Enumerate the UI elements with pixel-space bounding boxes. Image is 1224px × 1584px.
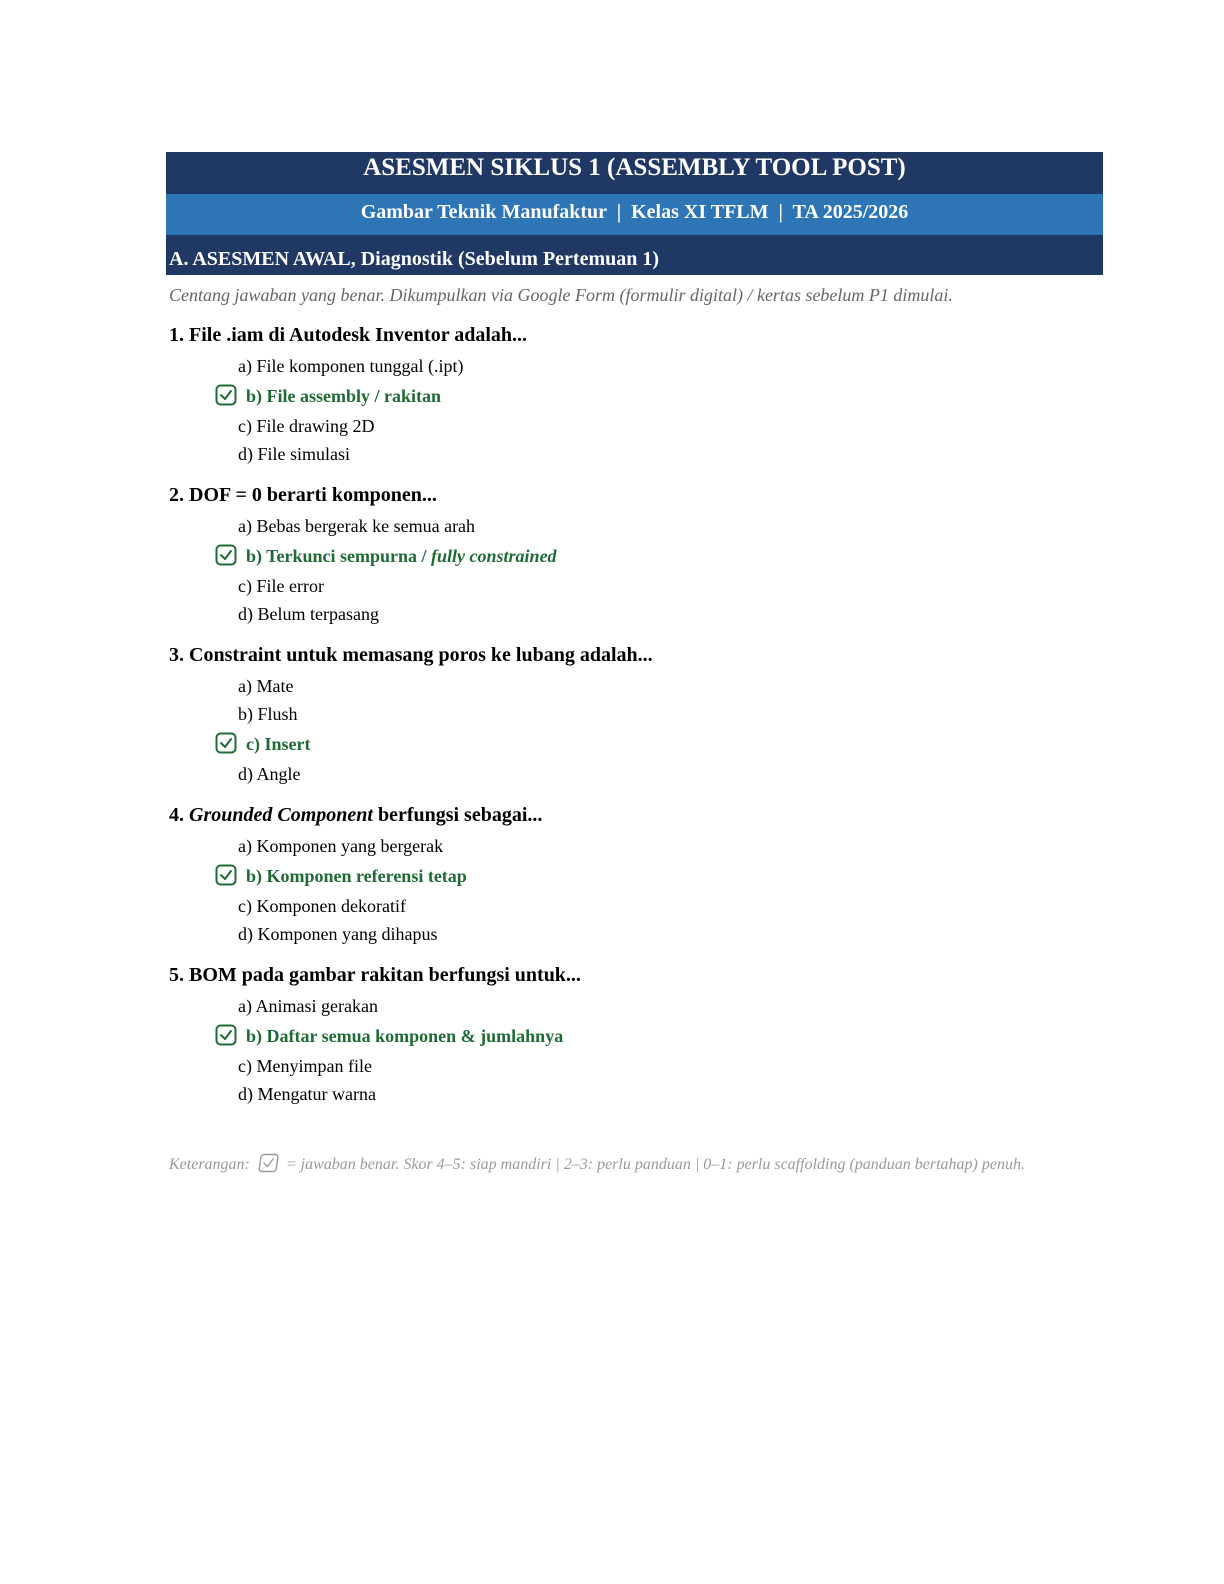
checkbox-checked-icon: [258, 1153, 280, 1173]
option-b-correct[interactable]: [166, 1020, 1103, 1052]
checkbox-checked-icon: [215, 384, 237, 406]
checkbox-checked-icon: [215, 1024, 237, 1046]
document-subtitle: Gambar Teknik Manufaktur | Kelas XI TFLM | TA 2025/2026: [166, 194, 1103, 235]
checkbox-checked-icon: [215, 864, 237, 886]
checkbox-checked-icon: [215, 732, 237, 754]
option-c[interactable]: c) File error: [238, 576, 324, 596]
question-text: 2. DOF = 0 berarti komponen...: [169, 484, 437, 506]
question-text: 1. File .iam di Autodesk Inventor adalah...: [169, 324, 528, 346]
option-c[interactable]: c) File drawing 2D: [238, 416, 375, 436]
option-a[interactable]: a) File komponen tunggal (.ipt): [238, 356, 464, 376]
question-term: Grounded Component: [189, 804, 373, 826]
option-a[interactable]: a) Komponen yang bergerak: [238, 836, 444, 856]
question-5: [166, 962, 1103, 1108]
option-a[interactable]: a) Animasi gerakan: [238, 996, 378, 1016]
option-b[interactable]: b) Flush: [238, 704, 298, 724]
instruction-text: Centang jawaban yang benar. Dikumpulkan via Google Form (formulir digital) / kertas sebelum P1 dimulai.: [169, 285, 953, 305]
question-4: [166, 802, 1103, 948]
option-d[interactable]: d) Angle: [238, 764, 301, 784]
question-text: 5. BOM pada gambar rakitan berfungsi untuk...: [169, 964, 581, 986]
option-label: b) File assembly / rakitan: [246, 386, 442, 406]
option-label-italic: fully constrained: [431, 546, 557, 566]
assessment-page: [166, 152, 1103, 1177]
question-list: [166, 322, 1103, 1108]
option-label: b) Terkunci sempurna /: [246, 546, 432, 566]
option-d[interactable]: d) Belum terpasang: [238, 604, 379, 624]
question-1: [166, 322, 1103, 468]
question-number: 4.: [169, 804, 189, 826]
option-c-correct[interactable]: [166, 728, 1103, 760]
question-3: [166, 642, 1103, 788]
option-c[interactable]: c) Komponen dekoratif: [238, 896, 406, 916]
option-a[interactable]: a) Mate: [238, 676, 294, 696]
option-b-correct[interactable]: [166, 380, 1103, 412]
option-d[interactable]: d) Mengatur warna: [238, 1084, 376, 1104]
question-2: [166, 482, 1103, 628]
option-b-correct[interactable]: [166, 860, 1103, 892]
question-rest: berfungsi sebagai...: [372, 804, 543, 826]
checkbox-checked-icon: [215, 544, 237, 566]
legend-note: [166, 1152, 1103, 1177]
option-d[interactable]: d) Komponen yang dihapus: [238, 924, 438, 944]
question-text: [166, 802, 1103, 828]
note-text: = jawaban benar. Skor 4–5: siap mandiri | 2–3: perlu panduan | 0–1: perlu scaffolding (panduan bertahap) penuh.: [281, 1156, 1025, 1173]
section-heading: A. ASESMEN AWAL, Diagnostik (Sebelum Pertemuan 1): [166, 235, 1103, 275]
option-label: b) Daftar semua komponen & jumlahnya: [246, 1026, 564, 1046]
option-b-correct[interactable]: [166, 540, 1103, 572]
option-d[interactable]: d) File simulasi: [238, 444, 350, 464]
option-c[interactable]: c) Menyimpan file: [238, 1056, 372, 1076]
note-prefix: Keterangan:: [169, 1156, 254, 1173]
document-title: ASESMEN SIKLUS 1 (ASSEMBLY TOOL POST): [166, 152, 1103, 194]
option-label: b) Komponen referensi tetap: [246, 866, 467, 886]
question-text: 3. Constraint untuk memasang poros ke lubang adalah...: [169, 644, 653, 666]
option-label: c) Insert: [246, 734, 311, 754]
option-a[interactable]: a) Bebas bergerak ke semua arah: [238, 516, 476, 536]
